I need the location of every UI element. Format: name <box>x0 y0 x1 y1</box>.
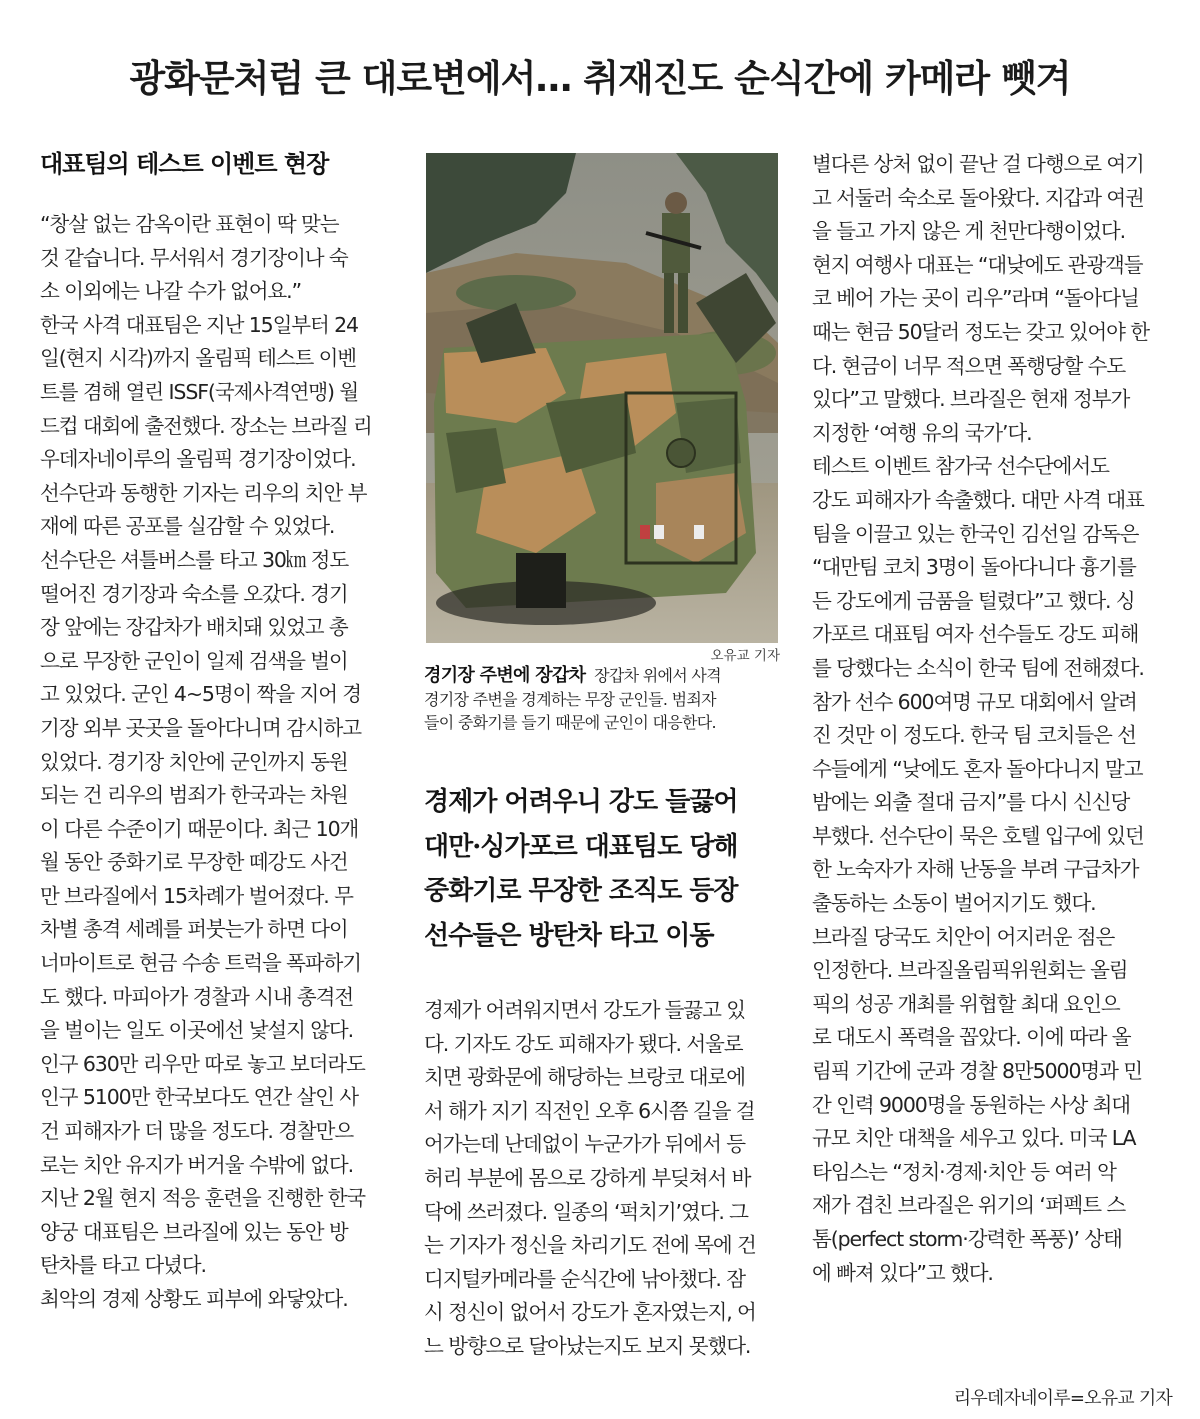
text-line: 일(현지 시각)까지 올림픽 테스트 이벤 <box>40 346 357 371</box>
text-line: 든 강도에게 금품을 털렸다”고 했다. 싱 <box>812 588 1135 613</box>
text-line: 도 했다. 마피아가 경찰과 시내 총격전 <box>40 984 354 1009</box>
text-line: 다. 기자도 강도 피해자가 됐다. 서울로 <box>424 1031 743 1056</box>
text-line: 고 서둘러 숙소로 돌아왔다. 지갑과 여권 <box>812 185 1144 210</box>
section-subhead: 대표팀의 테스트 이벤트 현장 <box>40 150 329 178</box>
text-line: 현지 여행사 대표는 “대낮에도 관광객들 <box>812 252 1143 277</box>
photo-caption <box>424 664 780 735</box>
text-line: 탄차를 타고 다녔다. <box>40 1253 206 1278</box>
text-line: 에 빠져 있다”고 했다. <box>812 1260 993 1285</box>
text-line: 픽의 성공 개최를 위협할 최대 요인으 <box>812 991 1120 1016</box>
text-line: 있었다. 경기장 치안에 군인까지 동원 <box>40 749 348 774</box>
text-line: 인정한다. 브라질올림픽위원회는 올림 <box>812 958 1128 983</box>
text-line: 되는 건 리우의 범죄가 한국과는 차원 <box>40 783 348 808</box>
text-line: 로 대도시 폭력을 꼽았다. 이에 따라 올 <box>812 1025 1131 1050</box>
caption-line: 들이 중화기를 들기 때문에 군인이 대응한다. <box>424 713 716 732</box>
text-line: 규모 치안 대책을 세우고 있다. 미국 LA <box>812 1126 1136 1151</box>
text-line: 드컵 대회에 출전했다. 장소는 브라질 리 <box>40 413 372 438</box>
text-line: 차별 총격 세례를 퍼붓는가 하면 다이 <box>40 917 348 942</box>
text-line: 선수단은 셔틀버스를 타고 30㎞ 정도 <box>40 547 349 572</box>
text-line: 이 다른 수준이기 때문이다. 최근 10개 <box>40 816 359 841</box>
text-line: 만 브라질에서 15차례가 벌어졌다. 무 <box>40 883 353 908</box>
text-line: 건 피해자가 더 많을 정도다. 경찰만으 <box>40 1119 354 1144</box>
text-line: 를 당했다는 소식이 한국 팀에 전해졌다. <box>812 655 1144 680</box>
text-line: 우데자네이루의 올림픽 경기장이었다. <box>40 447 356 472</box>
article-column-1 <box>40 208 392 1317</box>
text-line: 수들에게 “낮에도 혼자 돌아다니지 말고 <box>812 756 1143 781</box>
text-line: 선수단과 동행한 기자는 리우의 치안 부 <box>40 480 367 505</box>
text-line: 가포르 대표팀 여자 선수들도 강도 피해 <box>812 622 1139 647</box>
text-line: 브라질 당국도 치안이 어지러운 점은 <box>812 924 1115 949</box>
deck-line: 대만·싱가포르 대표팀도 당해 <box>424 831 738 862</box>
text-line: 서 해가 지기 직전인 오후 6시쯤 길을 걸 <box>424 1098 755 1123</box>
text-line: 을 벌이는 일도 이곳에선 낯설지 않다. <box>40 1018 354 1043</box>
text-line: 최악의 경제 상황도 피부에 와닿았다. <box>40 1287 348 1311</box>
text-line: “창살 없는 감옥이란 표현이 딱 맞는 <box>40 212 339 236</box>
deck-line: 경제가 어려우니 강도 들끓어 <box>424 787 738 817</box>
text-line: 진 것만 이 정도다. 한국 팀 코치들은 선 <box>812 723 1136 748</box>
text-line: 림픽 기간에 군과 경찰 8만5000명과 민 <box>812 1059 1142 1084</box>
text-line: 코 베어 가는 곳이 리우”라며 “돌아다닐 <box>812 286 1139 311</box>
text-line: 부했다. 선수단이 묵은 호텔 입구에 있던 <box>812 823 1144 848</box>
text-line: 고 있었다. 군인 4~5명이 짝을 지어 경 <box>40 682 362 707</box>
article-column-2 <box>424 994 776 1364</box>
text-line: 어가는데 난데없이 누군가가 뒤에서 등 <box>424 1132 745 1157</box>
text-line: 것 같습니다. 무서워서 경기장이나 숙 <box>40 245 348 270</box>
text-line: 출동하는 소동이 벌어지기도 했다. <box>812 891 1096 916</box>
text-line: 트를 겸해 열린 ISSF(국제사격연맹) 월 <box>40 379 359 404</box>
text-line: 인구 630만 리우만 따로 놓고 보더라도 <box>40 1051 365 1076</box>
text-line: 한 노숙자가 자해 난동을 부려 구급차가 <box>812 857 1139 882</box>
text-line: 닥에 쓰러졌다. 일종의 ‘퍽치기’였다. 그 <box>424 1199 748 1224</box>
text-line: 월 동안 중화기로 무장한 떼강도 사건 <box>40 850 348 875</box>
text-line: “대만팀 코치 3명이 돌아다니다 흉기를 <box>812 555 1136 580</box>
article-column-3 <box>812 148 1172 1290</box>
text-line: 로는 치안 유지가 버거울 수밖에 없다. <box>40 1152 354 1177</box>
text-line: 으로 무장한 군인이 일제 검색을 벌이 <box>40 648 348 673</box>
text-line: 디지털카메라를 순식간에 낚아챘다. 잠 <box>424 1266 745 1291</box>
armored-vehicle-photo <box>426 153 778 643</box>
caption-title: 경기장 주변에 장갑차 <box>424 665 586 686</box>
text-line: 재가 겹친 브라질은 위기의 ‘퍼펙트 스 <box>812 1193 1126 1218</box>
caption-line: 장갑차 위에서 사격 <box>594 666 721 685</box>
photo-credit: 오유교 기자 <box>710 648 780 664</box>
text-line: 느 방향으로 달아났는지도 보지 못했다. <box>424 1333 751 1358</box>
text-line: 소 이외에는 나갈 수가 없어요.” <box>40 279 302 304</box>
text-line: 너마이트로 현금 수송 트럭을 폭파하기 <box>40 951 361 976</box>
text-line: 지정한 ‘여행 유의 국가’다. <box>812 420 1032 445</box>
text-line: 다. 현금이 너무 적으면 폭행당할 수도 <box>812 353 1126 378</box>
text-line: 허리 부분에 몸으로 강하게 부딪쳐서 바 <box>424 1165 751 1190</box>
text-line: 있다”고 말했다. 브라질은 현재 정부가 <box>812 387 1130 412</box>
article-deck <box>424 780 784 958</box>
text-line: 경제가 어려워지면서 강도가 들끓고 있 <box>424 998 745 1022</box>
text-line: 떨어진 경기장과 숙소를 오갔다. 경기 <box>40 581 348 606</box>
text-line: 강도 피해자가 속출했다. 대만 사격 대표 <box>812 487 1144 512</box>
text-line: 양궁 대표팀은 브라질에 있는 동안 방 <box>40 1219 348 1244</box>
deck-line: 중화기로 무장한 조직도 등장 <box>424 876 738 906</box>
text-line: 때는 현금 50달러 정도는 갖고 있어야 한 <box>812 319 1149 344</box>
text-line: 을 들고 가지 않은 게 천만다행이었다. <box>812 219 1126 244</box>
text-line: 타임스는 “정치·경제·치안 등 여러 악 <box>812 1159 1116 1184</box>
text-line: 한국 사격 대표팀은 지난 15일부터 24 <box>40 312 358 337</box>
text-line: 참가 선수 600여명 규모 대회에서 알려 <box>812 689 1137 714</box>
text-line: 밤에는 외출 절대 금지”를 다시 신신당 <box>812 790 1130 815</box>
text-line: 인구 5100만 한국보다도 연간 살인 사 <box>40 1085 358 1110</box>
text-line: 팀을 이끌고 있는 한국인 김선일 감독은 <box>812 521 1139 546</box>
text-line: 치면 광화문에 해당하는 브랑코 대로에 <box>424 1065 745 1090</box>
text-line: 는 기자가 정신을 차리기도 전에 목에 건 <box>424 1233 756 1258</box>
caption-line: 경기장 주변을 경계하는 무장 군인들. 범죄자 <box>424 689 716 709</box>
byline: 리우데자네이루=오유교 기자 <box>953 1388 1172 1409</box>
text-line: 장 앞에는 장갑차가 배치돼 있었고 총 <box>40 615 348 640</box>
article-headline: 광화문처럼 큰 대로변에서… 취재진도 순식간에 카메라 뺏겨 <box>129 57 1071 100</box>
text-line: 톰(perfect storm·강력한 폭풍)’ 상태 <box>812 1227 1122 1251</box>
text-line: 간 인력 9000명을 동원하는 사상 최대 <box>812 1092 1130 1117</box>
text-line: 별다른 상처 없이 끝난 걸 다행으로 여기 <box>812 152 1144 176</box>
text-line: 테스트 이벤트 참가국 선수단에서도 <box>812 454 1109 479</box>
text-line: 지난 2월 현지 적응 훈련을 진행한 한국 <box>40 1186 365 1211</box>
text-line: 재에 따른 공포를 실감할 수 있었다. <box>40 514 335 539</box>
text-line: 기장 외부 곳곳을 돌아다니며 감시하고 <box>40 715 361 740</box>
text-line: 시 정신이 없어서 강도가 혼자였는지, 어 <box>424 1300 756 1325</box>
deck-line: 선수들은 방탄차 타고 이동 <box>424 920 714 951</box>
